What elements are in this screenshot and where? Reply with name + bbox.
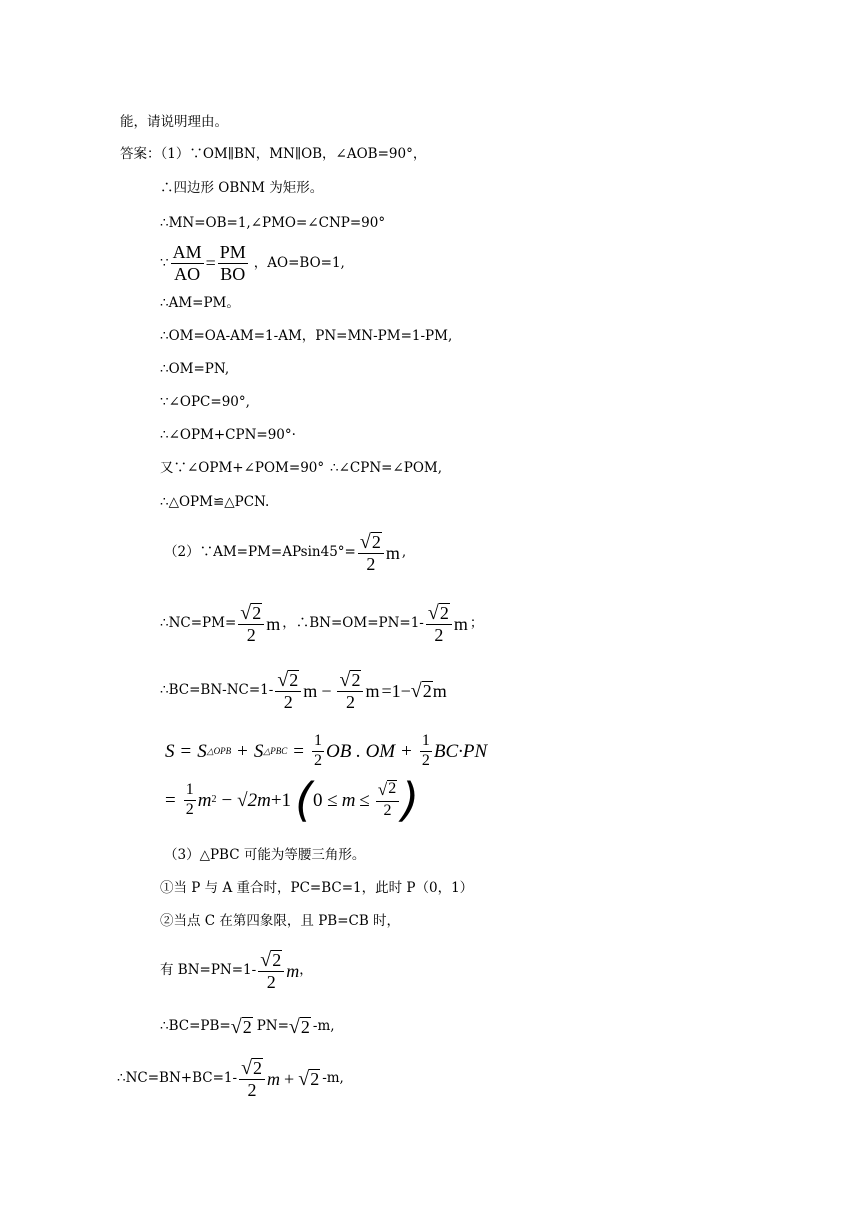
text-line: ∴△OPM≌△PCN. [160, 494, 270, 510]
variable-m: m [266, 613, 281, 634]
fraction-sqrt2-over-2: √ 2 2 [426, 603, 452, 645]
text-line: （3）△PBC 可能为等腰三角形。 [164, 847, 366, 863]
text-line: ①当 P 与 A 重合时，PC=BC=1，此时 P（0，1） [160, 880, 474, 896]
sqrt2m: √ 2 m [410, 679, 447, 702]
equation-nc [160, 603, 483, 645]
text-line: 又∵∠OPM+∠POM=90° [160, 460, 325, 476]
variable-m: m [453, 613, 468, 634]
equals-sign: = [205, 253, 216, 274]
fraction-equation [160, 243, 345, 284]
equation-am-pm: （2）∵AM=PM=APsin45°= √ 2 2 m , [164, 531, 407, 574]
text-line: ∴AM=PM。 [160, 295, 240, 311]
text-line: ∴四边形 OBNM 为矩形。 [160, 180, 324, 196]
text-span: ∴BC=BN-NC=1- [160, 682, 274, 699]
text-span: （2）∵AM=PM=APsin45°= [164, 544, 356, 561]
text-line: ∴OM=PN, [160, 361, 230, 377]
equation-bc-pb: ∴BC=PB= √ 2 PN= √ 2 -m, [160, 1016, 335, 1038]
denominator: AO [174, 263, 201, 284]
equation-bc: ∴BC=BN-NC=1- √ 2 2 m − √ 2 2 m =1− √ 2 m [160, 669, 447, 712]
text-line: ∵∠OPC=90°, [160, 394, 250, 410]
variable-m: m [385, 542, 400, 563]
text-line: ∴MN=OB=1,∠PMO=∠CNP=90° [160, 215, 386, 231]
fraction-sqrt2-over-2: √ 2 2 [275, 670, 301, 712]
text-line: 能，请说明理由。 [120, 114, 228, 130]
fraction-sqrt2-over-2 [358, 532, 384, 574]
fraction-am-ao [171, 243, 204, 284]
text-line: ∴∠OPM+CPN=90°· [160, 427, 296, 443]
area-formula-expanded: = $\frac{1}{2}$ m 2 − √2m +1 ( 0 ≤ m ≤ √ 2 2 ) [165, 773, 420, 827]
text-line: ∴OM=OA-AM=1-AM，PN=MN-PM=1-PM, [160, 328, 453, 344]
text-span: ； [469, 615, 484, 632]
text-span: ∴NC=PM= [160, 615, 237, 632]
text-line: ∴∠CPN=∠POM, [330, 460, 443, 476]
fraction-pm-bo [218, 243, 248, 284]
equation-bn: 有 BN=PN=1- √ 2 2 m ， [160, 949, 313, 992]
text-span: ，∴BN=OM=PN=1- [282, 615, 424, 632]
numerator: PM [219, 242, 246, 262]
numerator: AM [172, 242, 202, 262]
area-formula: S = S △OPB + S △PBC = $\frac{1}{2}$ OB . OM + $\frac{1}{2}$ BC·PN [165, 732, 488, 769]
denominator: BO [220, 263, 246, 284]
equation-nc-final: ∴NC=BN+BC=1- √ 2 2 m + √ 2 -m, [117, 1057, 344, 1100]
fraction-sqrt2-over-2: √ 2 2 [238, 603, 264, 645]
because-symbol: ∵ [160, 254, 169, 271]
answer-heading-line: 答案：（1）∵OM∥BN，MN∥OB，∠AOB=90°， [120, 146, 427, 162]
denominator: 2 [366, 554, 376, 574]
fraction-sqrt2-over-2: √ 2 2 [337, 670, 363, 712]
numerator: √ 2 [358, 532, 384, 554]
text-line: ②当点 C 在第四象限，且 PB=CB 时， [160, 913, 401, 929]
text-span: ，AO=BO=1, [253, 254, 345, 271]
